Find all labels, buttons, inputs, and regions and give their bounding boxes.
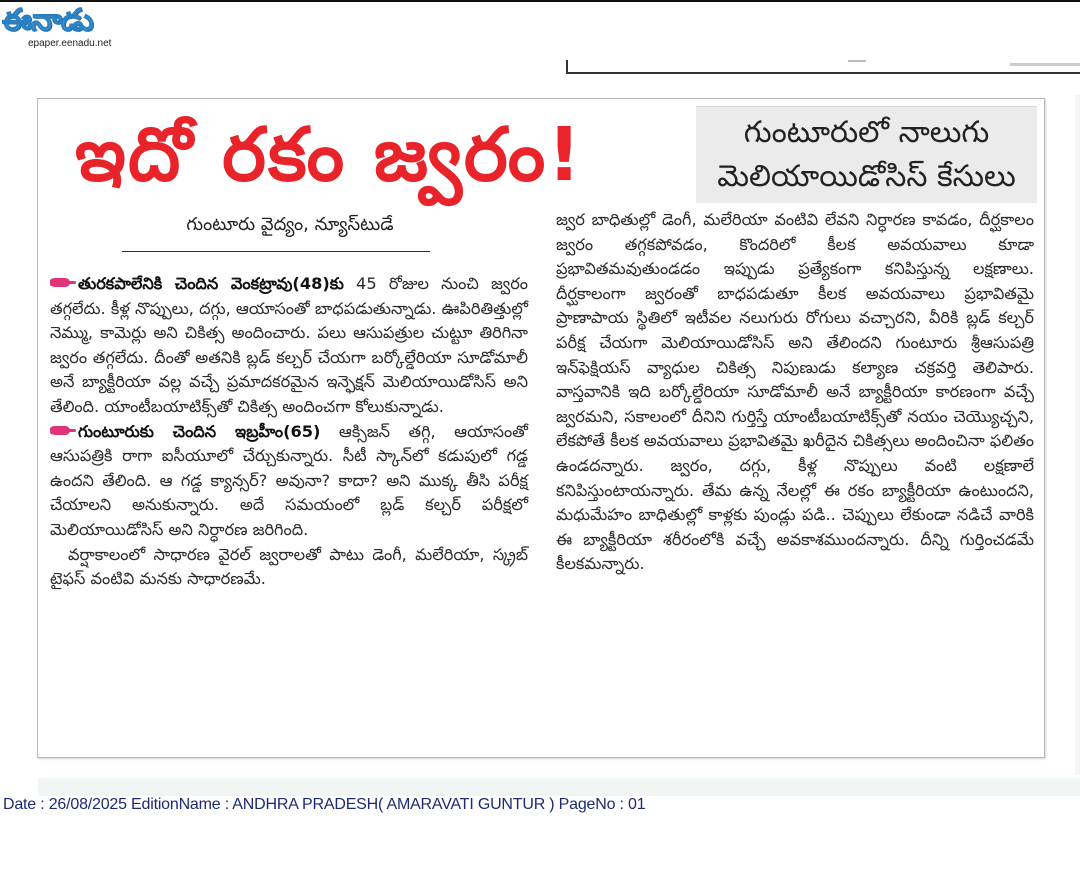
byline-underline bbox=[122, 251, 430, 252]
case-1-text: 45 రోజుల నుంచి జ్వరం తగ్గలేదు. కీళ్ల నొప్పులు, దగ్గు, ఆయాసంతో బాధపడుతున్నాడు. ఊపిరితిత్తుల్లో నెమ్ము, కామెర్లు అని చికిత్స అందించారు. పలు ఆసుపత్రుల చుట్టూ తిరిగినా జ్వరం తగ్గలేదు. దీంతో అతనికి బ్లడ్ కల్చర్ చేయగా బర్కోల్డేరియా సూడోమాలీ అనే బ్యాక్టీరియా వల్ల వచ్చే ప్రమాదకరమైన ఇన్ఫెక్షన్ మెలియాయిడోసిస్ అని తేలింది. యాంటీబయాటిక్స్‌తో చికిత్స అందించగా కోలుకున్నాడు. bbox=[50, 274, 529, 416]
subheading-box bbox=[696, 106, 1037, 203]
pointing-hand-icon bbox=[50, 426, 70, 435]
page-header-rule bbox=[566, 60, 1080, 74]
adjacent-article-edge bbox=[1075, 95, 1080, 775]
subheading-line-2: మెలియాయిడోసిస్ కేసులు bbox=[717, 159, 1016, 194]
pointing-hand-icon bbox=[50, 278, 70, 287]
case-paragraph-1 bbox=[50, 272, 528, 420]
subheading-line-1: గుంటూరులో నాలుగు bbox=[743, 115, 990, 150]
article-column-right bbox=[556, 208, 1034, 577]
article-headline: ఇదో రకం జ్వరం! bbox=[75, 112, 584, 198]
body-paragraph-monsoon: వర్షాకాలంలో సాధారణ వైరల్ జ్వరాలతో పాటు డెంగీ, మలేరియా, స్క్రబ్ టైఫస్ వంటివి మనకు సాధారణమే. bbox=[50, 544, 528, 589]
edition-footer: Date : 26/08/2025 EditionName : ANDHRA PRADESH( AMARAVATI GUNTUR ) PageNo : 01 bbox=[3, 796, 646, 813]
logo-wordmark: ఈనాడు bbox=[2, 3, 93, 38]
header-decoration bbox=[848, 60, 866, 62]
body-paragraph-right: జ్వర బాధితుల్లో డెంగీ, మలేరియా వంటివి లేవని నిర్ధారణ కావడం, దీర్ఘకాలం జ్వరం తగ్గకపోవడం, కొందరిలో కీలక అవయవాలు కూడా ప్రభావితమవుతుండడం ఇప్పుడు ప్రత్యేకంగా కనిపిస్తున్న లక్షణాలు. దీర్ఘకాలంగా జ్వరంతో బాధపడుతూ కీలక అవయవాలు ప్రభావితమై ప్రాణాపాయ స్థితిలో ఇటీవల నలుగురు రోగులు వచ్చారని, వీరికి బ్లడ్ కల్చర్ పరీక్ష చేయగా మెలియాయిడోసిస్ అని తేలిందని గుంటూరు శ్రీఆసుపత్రి ఇన్‌ఫెక్షియస్ వ్యాధుల చికిత్స నిపుణుడు కల్యాణ చక్రవర్తి తెలిపారు. వాస్తవానికి ఇది బర్కోల్డేరియా సూడోమాలీ అనే బ్యాక్టీరియా కారణంగా వచ్చే జ్వరమని, సకాలంలో దీనిని గుర్తిస్తే యాంటీబయాటిక్స్‌తో నయం చెయ్యొచ్చని, లేకపోతే కీలక అవయవాలు ప్రభావితమై ఖరీదైన చికిత్సలు అందించినా ఫలితం ఉండదన్నారు. జ్వరం, దగ్గు, కీళ్ల నొప్పులు వంటి లక్షణాలే కనిపిస్తుంటాయన్నారు. తేమ ఉన్న నేలల్లో ఈ రకం బ్యాక్టీరియా ఉంటుందని, మధుమేహం బాధితుల్లో కాళ్లకు పుండ్లు పడి.. చెప్పులు లేకుండా నడిచే వారికి ఈ బ్యాక్టీరియా శరీరంలోకి వచ్చే అవకాశముందన్నారు. దీన్ని గుర్తించడమే కీలకమన్నారు. bbox=[556, 210, 1034, 574]
case-1-lead: తురకపాలేనికి చెందిన వెంకట్రావు(48)కు bbox=[78, 274, 344, 293]
page-bottom-band bbox=[38, 778, 1080, 796]
byline: గుంటూరు వైద్యం, న్యూస్‌టుడే bbox=[186, 214, 394, 235]
top-border-rule bbox=[0, 0, 1080, 2]
case-paragraph-2 bbox=[50, 420, 528, 543]
case-2-lead: గుంటూరుకు చెందిన ఇబ్రహీం(65) bbox=[78, 421, 321, 441]
case-2-text: ఆక్సిజన్ తగ్గి, ఆయాసంతో ఆసుపత్రికి రాగా ఐసీయూలో చేర్చుకున్నారు. సీటీ స్కాన్‌లో కడుపులో గడ్డ ఉందని తేలింది. ఆ గడ్డ క్యాన్సర్? అవునా? కాదా? అని ముక్క తీసి పరీక్ష చేయాలని అనుకున్నారు. అదే సమయంలో బ్లడ్ కల్చర్ పరీక్షలో మెలియాయిడోసిస్ అని నిర్ధారణ జరిగింది. bbox=[50, 421, 528, 539]
logo-url-text: epaper.eenadu.net bbox=[28, 38, 112, 49]
eenadu-logo bbox=[2, 4, 142, 54]
header-faint-text bbox=[1010, 63, 1080, 66]
article-column-left bbox=[50, 272, 528, 592]
